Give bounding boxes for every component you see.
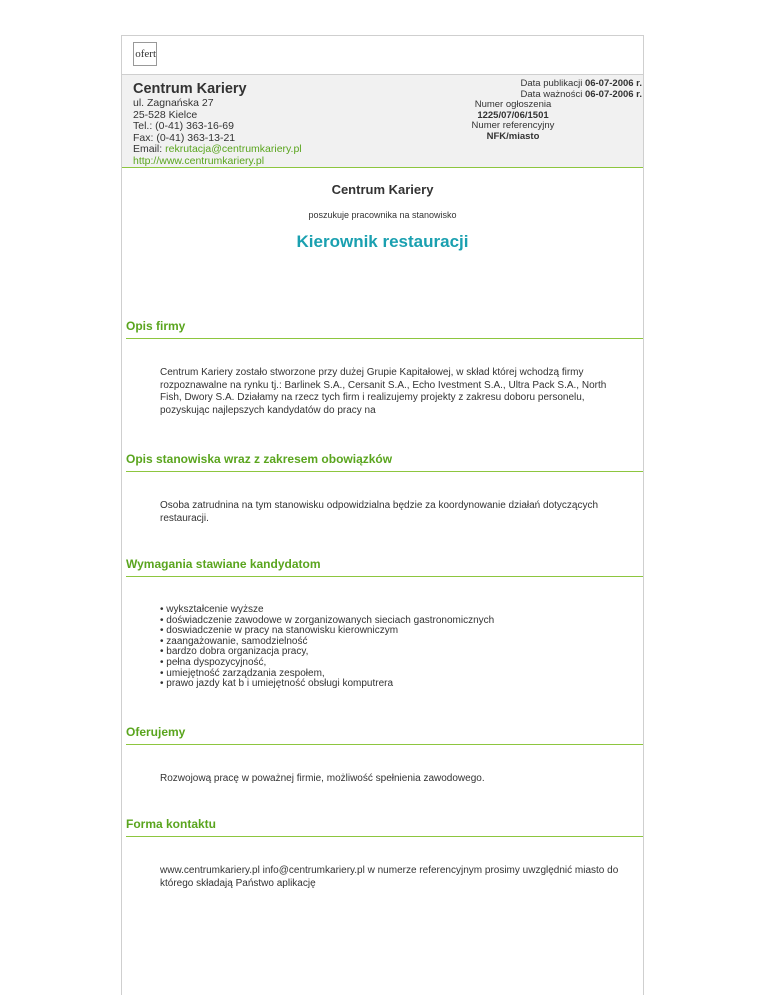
- list-item: • pełna dyspozycyjność,: [160, 656, 267, 668]
- company-header: [122, 75, 643, 168]
- section-heading-contact: Forma kontaktu: [126, 817, 643, 837]
- section-heading-requirements: Wymagania stawiane kandydatom: [126, 557, 643, 577]
- list-item: • bardzo dobra organizacja pracy,: [160, 646, 309, 658]
- address-city: 25-528 Kielce: [133, 108, 198, 121]
- reference-number: NFK/miasto: [486, 130, 540, 142]
- intro-subtitle: poszukuje pracownika na stanowisko: [308, 210, 457, 220]
- email-label: Email:: [133, 143, 163, 155]
- list-item: • prawo jazdy kat b i umiejętność obsługi komputrera: [160, 678, 394, 690]
- company-name: Centrum Kariery: [133, 81, 247, 97]
- ofert-logo: ofert: [133, 42, 157, 66]
- publication-date: 06-07-2006 r.: [584, 78, 642, 89]
- intro-company-name: Centrum Kariery: [331, 182, 434, 197]
- duties-text: Osoba zatrudnina na tym stanowisku odpowidzialna będzie za koordynowanie działań dotyczących restauracji.: [160, 500, 599, 524]
- company-description-text: Centrum Kariery zostało stworzone przy dużej Grupie Kapitałowej, w skład której wchodzą firmy rozpoznawalne na rynku tj.: Barlinek S.A., Cersanit S.A., Echo Ivestment S.A., Ultra Pack S.A., North Fish, Dwory S.A. Działamy na rzecz tych firm i realizujemy projekty z zakresu doboru personelu, pozyskując najlepszych kandydatów do pracy na: [160, 367, 607, 416]
- ad-number: 1225/07/06/1501: [477, 109, 549, 121]
- reference-number-label: Numer referencyjny: [471, 120, 555, 131]
- fax-number: Fax: (0-41) 363-13-21: [133, 131, 236, 144]
- expiry-date: 06-07-2006 r.: [584, 88, 642, 100]
- email-link[interactable]: rekrutacja@centrumkariery.pl: [165, 143, 302, 155]
- offer-text: Rozwojową pracę w poważnej firmie, możliwość spełnienia zawodowego.: [160, 773, 485, 784]
- list-item: • wykształcenie wyższe: [160, 604, 264, 615]
- section-heading-company-description: Opis firmy: [126, 319, 643, 339]
- email-row: [133, 144, 302, 156]
- company-contact-block: [133, 98, 302, 167]
- contact-text: www.centrumkariery.pl info@centrumkariery.pl w numerze referencyjnym prosimy uwzględnić miasto do którego składają Państwo aplikację: [160, 865, 619, 889]
- section-heading-duties: Opis stanowiska wraz z zakresem obowiązków: [126, 452, 643, 472]
- list-item: • zaangażowanie, samodzielność: [160, 635, 308, 647]
- offer-meta: [383, 79, 643, 142]
- list-item: • umiejętność zarządzania zespołem,: [160, 667, 325, 679]
- expiry-date-row: Data ważności 06-07-2006 r.: [520, 88, 642, 100]
- job-offer-document: [121, 35, 644, 995]
- website-link[interactable]: http://www.centrumkariery.pl: [133, 154, 265, 167]
- list-item: • doswiadczenie w pracy na stanowisku kierowniczym: [160, 625, 399, 637]
- requirements-list: [160, 605, 640, 690]
- section-heading-offer: Oferujemy: [126, 725, 643, 745]
- address-street: ul. Zagnańska 27: [133, 97, 214, 109]
- publication-date-row: Data publikacji 06-07-2006 r.: [520, 78, 642, 89]
- ad-number-label: Numer ogłoszenia: [474, 99, 552, 110]
- phone-number: Tel.: (0-41) 363-16-69: [133, 120, 234, 132]
- position-title: Kierownik restauracji: [296, 232, 469, 251]
- list-item: • doświadczenie zawodowe w zorganizowanych sieciach gastronomicznych: [160, 614, 495, 626]
- logo-bar: [122, 36, 643, 75]
